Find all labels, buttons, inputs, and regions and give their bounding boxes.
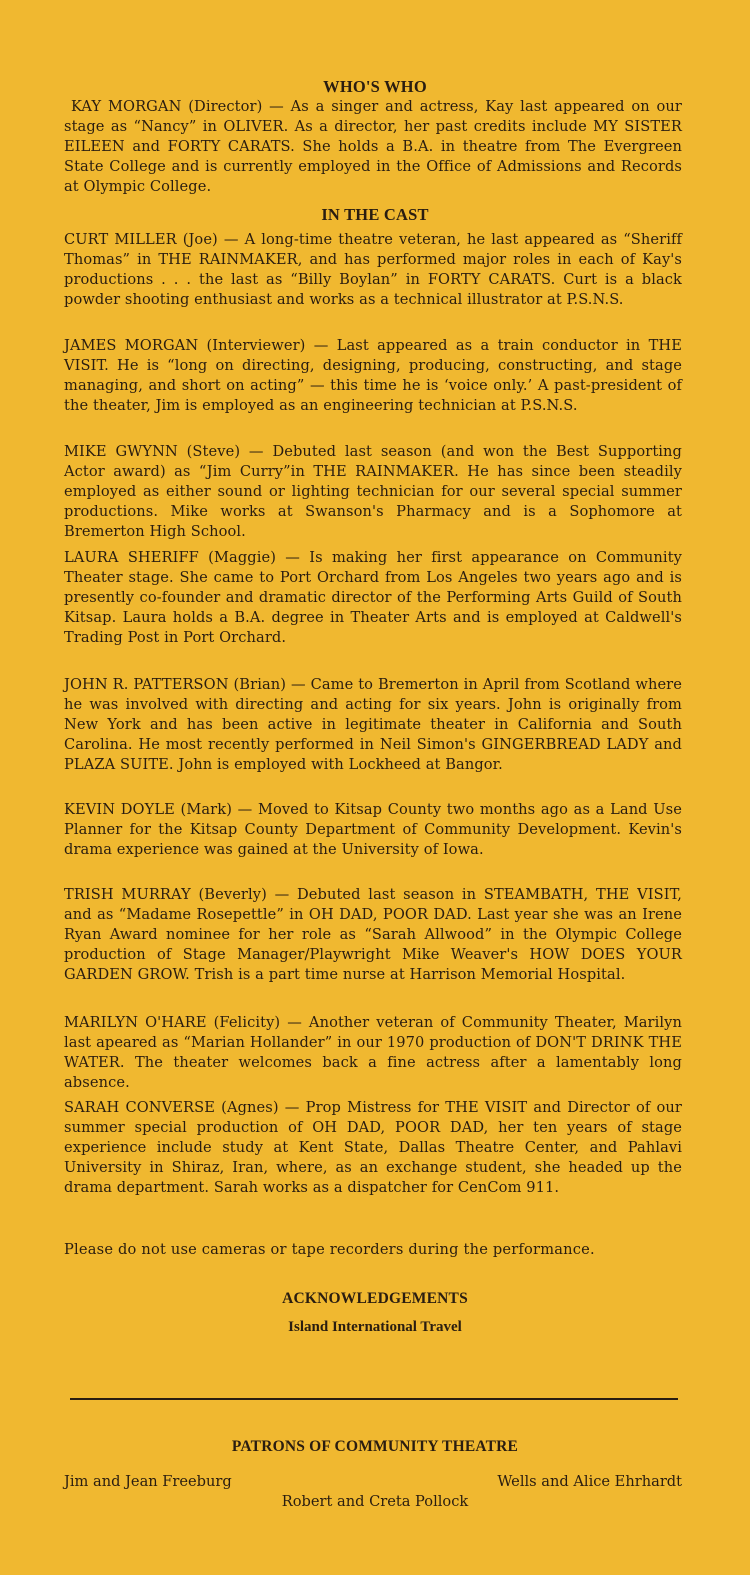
cast-heading: IN THE CAST (321, 205, 429, 224)
cast-bio-mike-gwynn: MIKE GWYNN (Steve) — Debuted last season (and won the Best Supporting Actor award) as “Jim Curry”in THE RAINMAKER. He has since been steadily employed as either sound or lighting technician for our several special summer productions. Mike works at Swanson's Pharmacy and is a Sophomore at Bremerton High School. (64, 443, 682, 541)
cast-bio-sarah-converse: SARAH CONVERSE (Agnes) — Prop Mistress for THE VISIT and Director of our summer special production of OH DAD, POOR DAD, her ten years of stage experience include study at Kent State, Dallas Theatre Center, and Pahlavi University in Shiraz, Iran, where, as an exchange student, she headed up the drama department. Sarah works as a dispatcher for CenCom 911. (64, 1099, 682, 1197)
cast-bio-james-morgan: JAMES MORGAN (Interviewer) — Last appeared as a train conductor in THE VISIT. He is “long on directing, designing, producing, constructing, and stage managing, and short on acting” — this time he is ‘voice only.’ A past-president of the theater, Jim is employed as an engineering technician at P.S.N.S. (64, 337, 682, 415)
cast-bio-laura-sheriff: LAURA SHERIFF (Maggie) — Is making her first appearance on Community Theater stage. She came to Port Orchard from Los Angeles two years ago and is presently co-founder and dramatic director of the Performing Arts Guild of South Kitsap. Laura holds a B.A. degree in Theater Arts and is employed at Caldwell's Trading Post in Port Orchard. (64, 549, 682, 647)
cast-bio-trish-murray: TRISH MURRAY (Beverly) — Debuted last season in STEAMBATH, THE VISIT, and as “Madame Rosepettle” in OH DAD, POOR DAD. Last year she was an Irene Ryan Award nominee for her role as “Sarah Allwood” in the Olympic College production of Stage Manager/Playwright Mike Weaver's HOW DOES YOUR GARDEN GROW. Trish is a part time nurse at Harrison Memorial Hospital. (64, 886, 682, 984)
patron-name: Robert and Creta Pollock (281, 1493, 469, 1510)
divider-rule (70, 1398, 678, 1400)
camera-notice: Please do not use cameras or tape recorders during the performance. (64, 1241, 595, 1258)
cast-bio-curt-miller: CURT MILLER (Joe) — A long-time theatre veteran, he last appeared as “Sheriff Thomas” in THE RAINMAKER, and has performed major roles in each of Kay's productions . . . the last as “Billy Boylan” in FORTY CARATS. Curt is a black powder shooting enthusiast and works as a technical illustrator at P.S.N.S. (64, 231, 682, 309)
patron-name: Wells and Alice Ehrhardt (497, 1473, 682, 1490)
patron-name: Jim and Jean Freeburg (64, 1473, 232, 1490)
acknowledgement-name: Island International Travel (288, 1319, 462, 1335)
whos-who-heading: WHO'S WHO (323, 77, 427, 96)
patrons-heading: PATRONS OF COMMUNITY THEATRE (231, 1438, 519, 1455)
cast-bio-marilyn-ohare: MARILYN O'HARE (Felicity) — Another veteran of Community Theater, Marilyn last apeared as “Marian Hollander” in our 1970 production of DON'T DRINK THE WATER. The theater welcomes back a fine actress after a lamentably long absence. (64, 1014, 682, 1092)
cast-bio-john-patterson: JOHN R. PATTERSON (Brian) — Came to Bremerton in April from Scotland where he was involved with directing and acting for six years. John is originally from New York and has been active in legitimate theater in California and South Carolina. He most recently performed in Neil Simon's GINGERBREAD LADY and PLAZA SUITE. John is employed with Lockheed at Bangor. (64, 676, 682, 774)
acknowledgements-heading: ACKNOWLEDGEMENTS (282, 1290, 468, 1307)
cast-bio-kevin-doyle: KEVIN DOYLE (Mark) — Moved to Kitsap County two months ago as a Land Use Planner for the Kitsap County Department of Community Development. Kevin's drama experience was gained at the University of Iowa. (64, 801, 682, 859)
director-bio: KAY MORGAN (Director) — As a singer and actress, Kay last appeared on our stage as “Nancy” in OLIVER. As a director, her past credits include MY SISTER EILEEN and FORTY CARATS. She holds a B.A. in theatre from The Evergreen State College and is currently employed in the Office of Admissions and Records at Olympic College. (64, 98, 682, 196)
